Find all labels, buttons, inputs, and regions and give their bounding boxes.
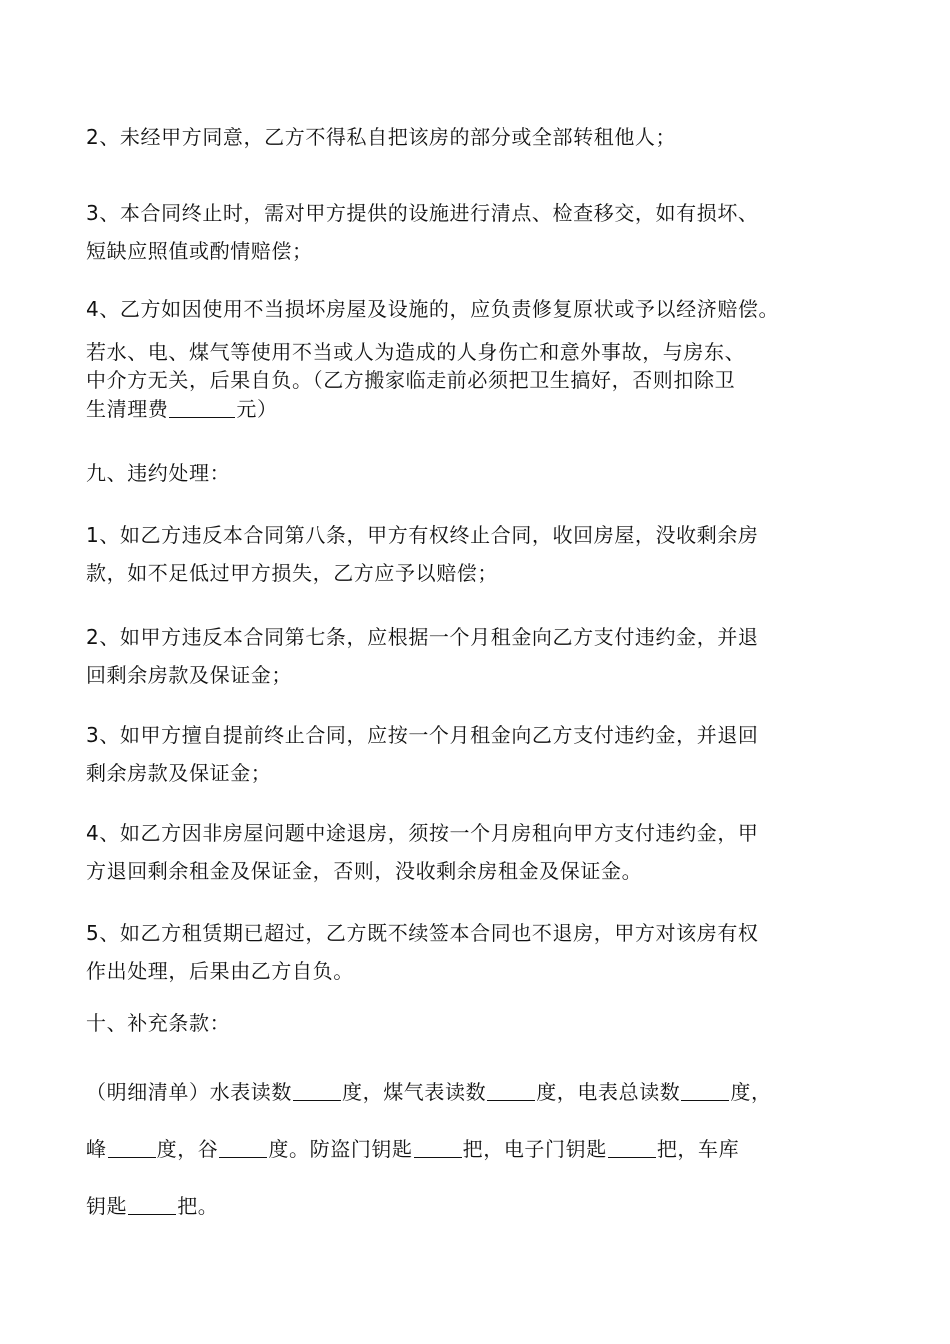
section-heading: 十、补充条款：	[86, 1011, 231, 1035]
detail-text: 把，电子门钥匙	[462, 1137, 607, 1161]
section-10-title	[86, 1004, 881, 1042]
clause-8-3	[86, 194, 881, 270]
detail-text: 钥匙	[86, 1194, 128, 1218]
clause-line: 3、本合同终止时，需对甲方提供的设施进行清点、检查移交，如有损坏、	[86, 201, 759, 225]
detail-text: 度，煤气表读数	[342, 1080, 487, 1104]
supplementary-details	[86, 1064, 881, 1235]
detail-text: 度，	[730, 1080, 772, 1104]
detail-line	[86, 1178, 881, 1235]
detail-text: 把，车库	[656, 1137, 740, 1161]
gas-meter-blank	[487, 1080, 535, 1101]
detail-line	[86, 1121, 881, 1178]
clause-9-1	[86, 516, 881, 592]
water-meter-blank	[293, 1080, 341, 1101]
clause-line: 5、如乙方租赁期已超过，乙方既不续签本合同也不退房，甲方对该房有权	[86, 921, 759, 945]
section-heading: 九、违约处理：	[86, 461, 231, 485]
clause-8-4	[86, 290, 881, 328]
clause-line: 短缺应照值或酌情赔偿；	[86, 239, 313, 263]
clause-9-2	[86, 618, 881, 694]
clause-9-4	[86, 814, 881, 890]
clause-line	[86, 390, 881, 428]
clause-8-4-end	[86, 390, 881, 428]
clause-line: 2、未经甲方同意，乙方不得私自把该房的部分或全部转租他人；	[86, 125, 677, 149]
clause-line: 款，如不足低过甲方损失，乙方应予以赔偿；	[86, 561, 498, 585]
detail-line	[86, 1064, 881, 1121]
clause-line: 3、如甲方擅自提前终止合同，应按一个月租金向乙方支付违约金，并退回	[86, 723, 759, 747]
clause-line: 2、如甲方违反本合同第七条，应根据一个月租金向乙方支付违约金，并退	[86, 625, 759, 649]
clause-text: 生清理费	[86, 397, 169, 421]
clause-line: 4、乙方如因使用不当损坏房屋及设施的，应负责修复原状或予以经济赔偿。	[86, 297, 780, 321]
detail-text: （明细清单）水表读数	[86, 1080, 292, 1104]
detail-text: 把。	[177, 1194, 219, 1218]
electric-meter-blank	[681, 1080, 729, 1101]
clause-line: 1、如乙方违反本合同第八条，甲方有权终止合同，收回房屋，没收剩余房	[86, 523, 759, 547]
detail-text: 峰	[86, 1137, 107, 1161]
clause-9-5	[86, 914, 881, 990]
clause-8-4-cont	[86, 338, 881, 394]
detail-text: 度，电表总读数	[536, 1080, 681, 1104]
clause-text: 元）	[236, 397, 278, 421]
clause-line: 回剩余房款及保证金；	[86, 663, 292, 687]
security-door-key-blank	[414, 1137, 462, 1158]
section-9-title	[86, 454, 881, 492]
garage-key-blank	[128, 1194, 176, 1215]
clause-line: 中介方无关，后果自负。（乙方搬家临走前必须把卫生搞好，否则扣除卫	[86, 368, 736, 392]
detail-text: 度。防盗门钥匙	[268, 1137, 413, 1161]
clause-8-2	[86, 118, 881, 156]
clause-line: 方退回剩余租金及保证金，否则，没收剩余房租金及保证金。	[86, 859, 643, 883]
peak-reading-blank	[108, 1137, 156, 1158]
valley-reading-blank	[219, 1137, 267, 1158]
clause-line: 剩余房款及保证金；	[86, 761, 272, 785]
detail-text: 度，谷	[156, 1137, 219, 1161]
clause-line: 若水、电、煤气等使用不当或人为造成的人身伤亡和意外事故，与房东、	[86, 340, 746, 364]
clause-line: 作出处理，后果由乙方自负。	[86, 959, 354, 983]
clause-9-3	[86, 716, 881, 792]
electronic-door-key-blank	[608, 1137, 656, 1158]
clause-line: 4、如乙方因非房屋问题中途退房，须按一个月房租向甲方支付违约金，甲	[86, 821, 759, 845]
fill-blank	[169, 397, 235, 418]
